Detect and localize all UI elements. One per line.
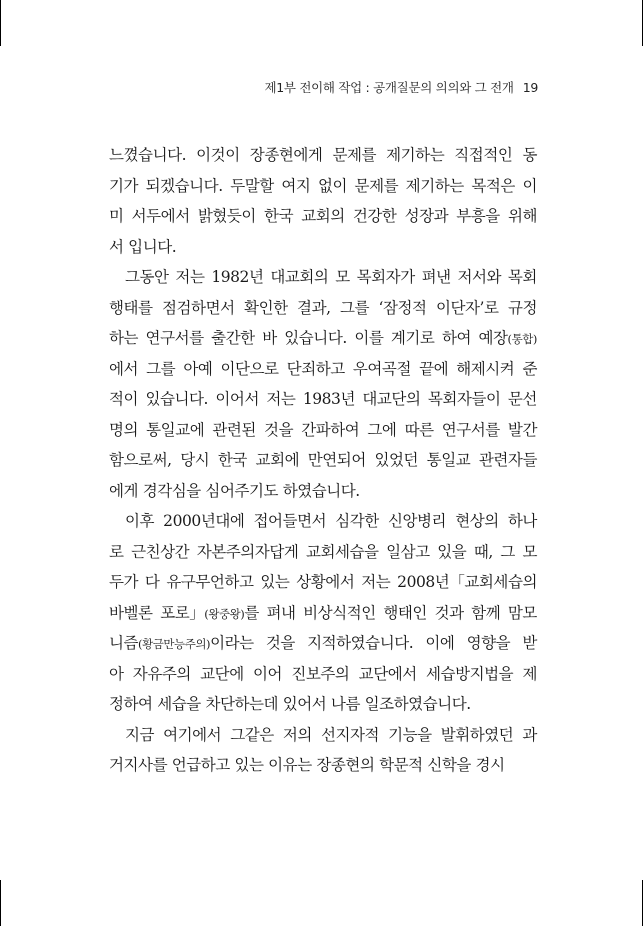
- text-line: 니즘(황금만능주의)이라는 것을 지적하였습니다. 이에 영향을 받: [109, 634, 537, 652]
- text-line: 에게 경각심을 심어주기도 하였습니다.: [109, 481, 360, 500]
- text-line: 적이 있습니다. 이어서 저는 1983년 대교단의 목회자들이 문선: [109, 390, 537, 408]
- text-line: 정하여 세습을 차단하는데 있어서 나름 일조하였습니다.: [109, 695, 471, 713]
- text-line: 기가 되겠습니다. 두말할 여지 없이 문제를 제기하는 목적은 이: [109, 176, 537, 195]
- text-line: 명의 통일교에 관련된 것을 간파하여 그에 따른 연구서를 발간: [109, 420, 537, 439]
- crop-mark-bottom-left: [0, 880, 1, 926]
- text-line: 행태를 점검하면서 확인한 결과, 그를 ‘잠정적 이단자’로 규정: [109, 298, 537, 317]
- text-line: 느꼈습니다. 이것이 장종현에게 문제를 제기하는 직접적인 동: [109, 146, 537, 164]
- text-line: 에서 그를 아예 이단으로 단죄하고 우여곡절 끝에 해제시켜 준: [109, 359, 537, 378]
- running-header: [264, 78, 538, 96]
- text-line: 거지사를 언급하고 있는 이유는 장종현의 학문적 신학을 경시: [109, 756, 505, 774]
- text-line: 두가 다 유구무언하고 있는 상황에서 저는 2008년「교회세습의: [109, 573, 537, 591]
- text-line: 로 근친상간 자본주의자답게 교회세습을 일삼고 있을 때, 그 모: [109, 542, 537, 561]
- text-line: 서 입니다.: [109, 237, 177, 256]
- page-number: 19: [522, 80, 538, 95]
- text-line: 그동안 저는 1982년 대교회의 모 목회자가 펴낸 저서와 목회: [125, 268, 537, 286]
- text-line: 바벨론 포로」(왕중왕)를 펴내 비상식적인 행태인 것과 함께 맘모: [109, 603, 537, 622]
- text-line: 미 서두에서 밝혔듯이 한국 교회의 건강한 성장과 부흥을 위해: [109, 207, 537, 225]
- text-line: 아 자유주의 교단에 이어 진보주의 교단에서 세습방지법을 제: [109, 664, 537, 683]
- crop-mark-top-left: [0, 0, 1, 46]
- text-line: 지금 여기에서 그같은 저의 선지자적 기능을 발휘하였던 과: [125, 725, 537, 744]
- text-line: 이후 2000년대에 접어들면서 심각한 신앙병리 현상의 하나: [125, 512, 537, 530]
- text-line: 함으로써, 당시 한국 교회에 만연되어 있었던 통일교 관련자들: [109, 451, 537, 469]
- body-text: [109, 140, 537, 781]
- running-title: 제1부 전이해 작업 : 공개질문의 의의와 그 전개: [264, 80, 514, 95]
- text-line: 하는 연구서를 출간한 바 있습니다. 이를 계기로 하여 예장(통합): [109, 329, 537, 347]
